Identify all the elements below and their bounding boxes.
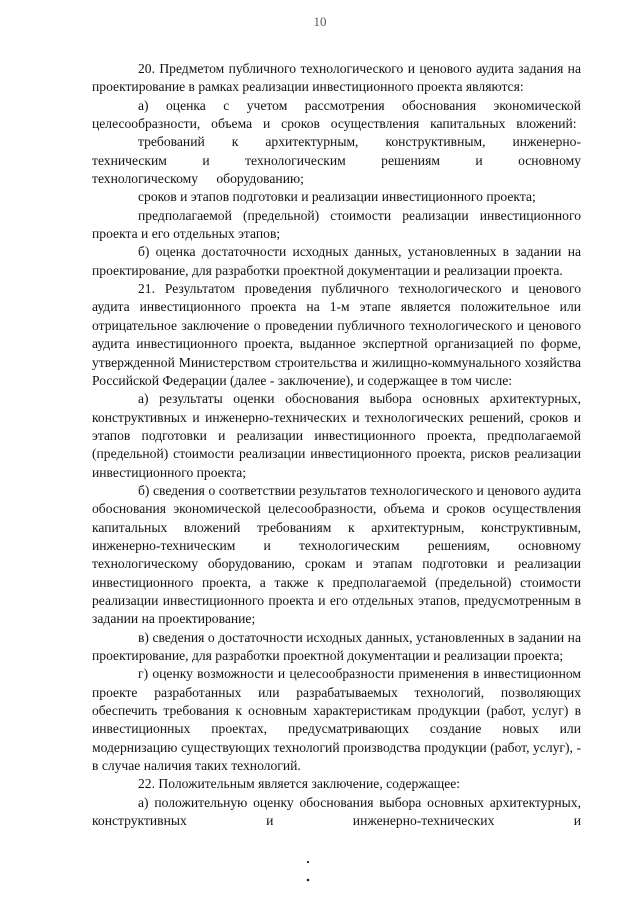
paragraph-20-a-requirements: требований к архитектурным, конструктивным, инженерно-техническим и технологическим решениям и основному технологическому оборудованию; bbox=[92, 134, 581, 187]
paragraph-20-a-timing: сроков и этапов подготовки и реализации инвестиционного проекта; bbox=[138, 189, 536, 205]
paragraph-21-g: г) оценку возможности и целесообразности применения в инвестиционном проекте разработанных или разрабатываемых технологий, позволяющих обеспечить требования к основным характеристикам продукции (работ, услуг) в инвестиционных проектах, предусматривающих создание новых или модернизацию существующих технологий производства продукции (работ, услуг), - в случае наличия таких технологий. bbox=[92, 666, 581, 774]
paragraph-20-a: а) оценка с учетом рассмотрения обоснования экономической целесообразности, объема и сроков осуществления капитальных вложений: bbox=[92, 97, 581, 132]
paragraph-21-v: в) сведения о достаточности исходных данных, установленных в задании на проектирование, для разработки проектной документации и реализации проекта; bbox=[92, 629, 581, 663]
paragraph-21-b: б) сведения о соответствии результатов технологического и ценового аудита обоснования экономической целесообразности, объема и сроков осуществления капитальных вложений требованиям к архитектурным, конструктивным, инженерно-техническим и технологическим решениям, основному технологическому оборудованию, срокам и этапам подготовки и реализации инвестиционного проекта, а также к предполагаемой (предельной) стоимости реализации инвестиционного проекта и его отдельных этапов, предусмотренным в задании на проектирование; bbox=[92, 482, 581, 627]
page-number: 10 bbox=[313, 14, 327, 29]
scan-speck bbox=[307, 861, 309, 863]
scan-speck bbox=[307, 879, 310, 882]
paragraph-20-b: б) оценка достаточности исходных данных, установленных в задании на проектирование, для разработки проектной документации и реализации проекта. bbox=[92, 244, 581, 278]
paragraph-20-intro: 20. Предметом публичного технологического и ценового аудита задания на проектирование в рамках реализации инвестиционного проекта являются: bbox=[92, 61, 581, 95]
paragraph-22-a: а) положительную оценку обоснования выбора основных архитектурных, конструктивных и инженерно-технических и bbox=[92, 794, 581, 829]
paragraph-20-a-cost: предполагаемой (предельной) стоимости реализации инвестиционного проекта и его отдельных этапов; bbox=[92, 207, 581, 242]
paragraph-21-a: а) результаты оценки обоснования выбора основных архитектурных, конструктивных и инженерно-технических и технологических решений, сроков и этапов подготовки и реализации инвестиционного проекта, предполагаемой (предельной) стоимости реализации инвестиционного проекта, рисков реализации инвестиционного проекта; bbox=[92, 391, 581, 480]
paragraph-21-intro: 21. Результатом проведения публичного технологического и ценового аудита инвестиционного проекта на 1-м этапе является положительное или отрицательное заключение о проведении публичного технологического и ценового аудита инвестиционного проекта, выданное экспертной организацией по форме, утвержденной Министерством строительства и жилищно-коммунального хозяйства Российской Федерации (далее - заключение), и содержащее в том числе: bbox=[92, 281, 581, 388]
paragraph-22-intro: 22. Положительным является заключение, содержащее: bbox=[138, 776, 461, 792]
